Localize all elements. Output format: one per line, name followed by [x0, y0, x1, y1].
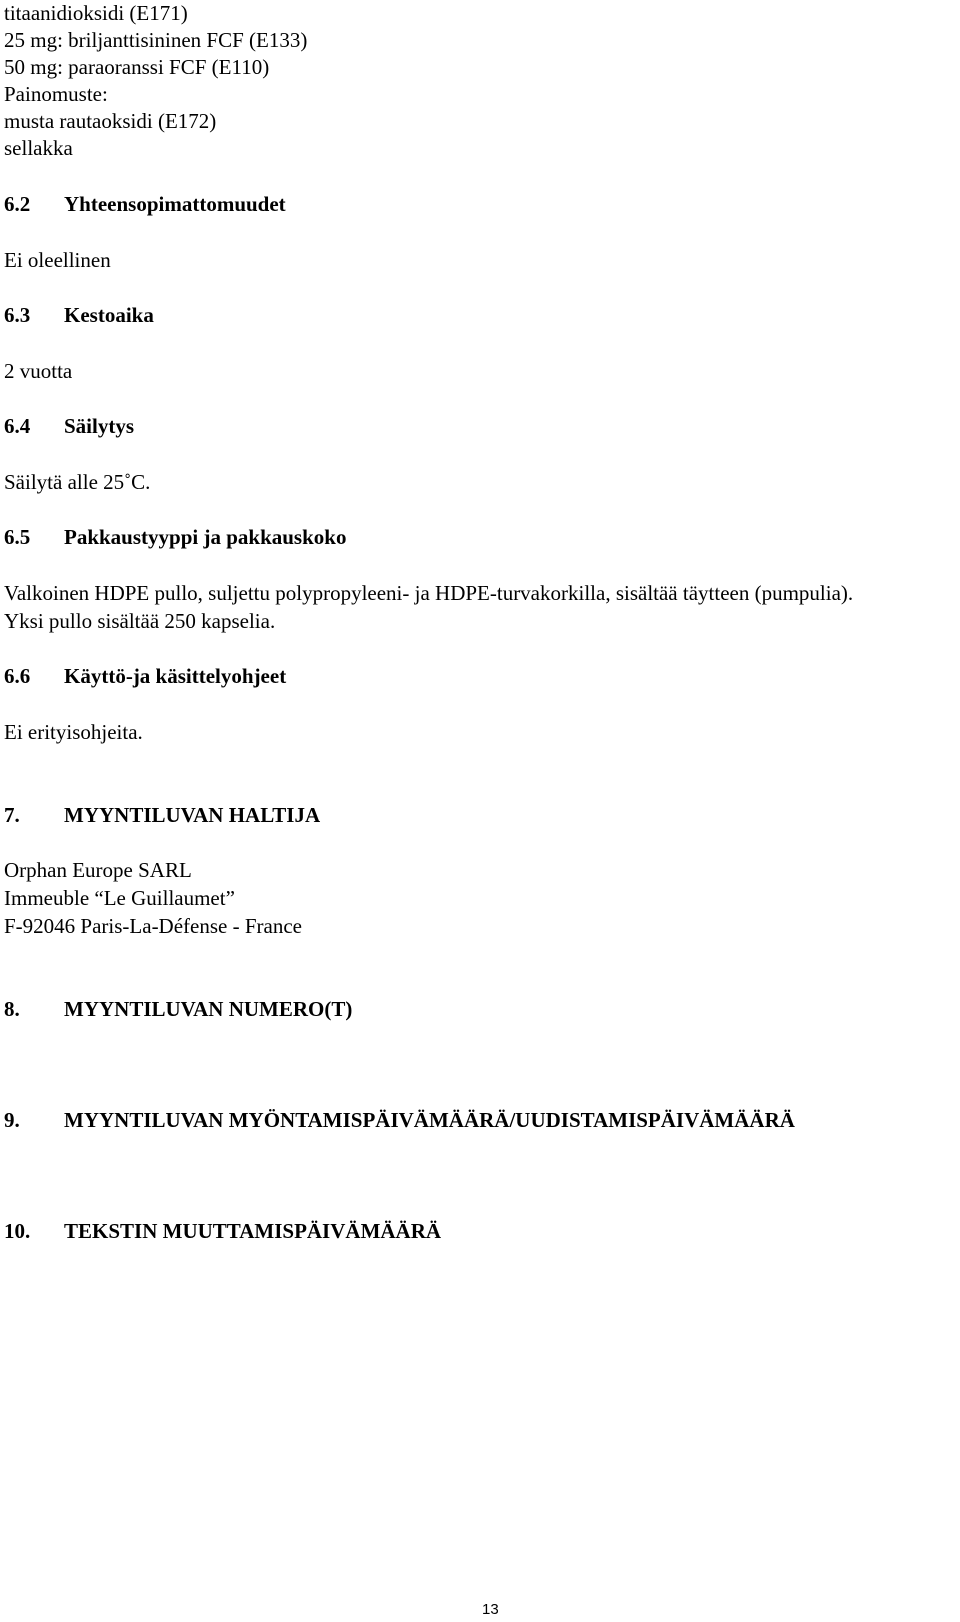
ingredient-line: titaanidioksidi (E171) [4, 1, 188, 25]
section-title: Pakkaustyyppi ja pakkauskoko [64, 525, 347, 549]
section-number: 8. [4, 997, 20, 1021]
ingredient-line: Painomuste: [4, 82, 108, 106]
page-number: 13 [482, 1601, 499, 1618]
section-number: 9. [4, 1108, 20, 1132]
address-line: Orphan Europe SARL [4, 858, 192, 882]
ingredient-line: 25 mg: briljanttisininen FCF (E133) [4, 28, 308, 52]
section-title: Kestoaika [64, 303, 154, 327]
section-heading-9 [4, 1107, 795, 1133]
section-body: Valkoinen HDPE pullo, suljettu polypropyleeni- ja HDPE-turvakorkilla, sisältää täytteen (pumpulia). [4, 581, 854, 605]
ingredient-line: sellakka [4, 136, 73, 160]
section-title: Säilytys [64, 414, 135, 438]
ingredient-line: musta rautaoksidi (E172) [4, 109, 217, 133]
section-title: MYYNTILUVAN NUMERO(T) [64, 997, 353, 1021]
section-heading-6-2 [4, 191, 286, 217]
address-line: Immeuble “Le Guillaumet” [4, 886, 235, 910]
section-body: Yksi pullo sisältää 250 kapselia. [4, 609, 276, 633]
section-heading-7 [4, 802, 320, 828]
address-line: F-92046 Paris-La-Défense - France [4, 914, 302, 938]
section-number: 6.5 [4, 525, 31, 549]
section-heading-8 [4, 996, 352, 1022]
section-body: 2 vuotta [4, 359, 73, 383]
section-number: 10. [4, 1219, 31, 1243]
section-body: Säilytä alle 25˚C. [4, 470, 151, 494]
section-heading-6-4 [4, 413, 134, 439]
section-number: 6.2 [4, 192, 31, 216]
section-title: MYYNTILUVAN MYÖNTAMISPÄIVÄMÄÄRÄ/UUDISTAMISPÄIVÄMÄÄRÄ [64, 1108, 795, 1132]
section-number: 6.4 [4, 414, 31, 438]
section-number: 6.3 [4, 303, 31, 327]
section-number: 7. [4, 803, 20, 827]
section-title: MYYNTILUVAN HALTIJA [64, 803, 321, 827]
section-title: Yhteensopimattomuudet [64, 192, 286, 216]
section-heading-6-6 [4, 663, 286, 689]
ingredient-line: 50 mg: paraoranssi FCF (E110) [4, 55, 270, 79]
section-heading-6-5 [4, 524, 346, 550]
section-body: Ei oleellinen [4, 248, 111, 272]
section-title: Käyttö-ja käsittelyohjeet [64, 664, 287, 688]
section-body: Ei erityisohjeita. [4, 720, 143, 744]
section-number: 6.6 [4, 664, 31, 688]
section-title: TEKSTIN MUUTTAMISPÄIVÄMÄÄRÄ [64, 1219, 442, 1243]
section-heading-6-3 [4, 302, 154, 328]
section-heading-10 [4, 1218, 441, 1244]
